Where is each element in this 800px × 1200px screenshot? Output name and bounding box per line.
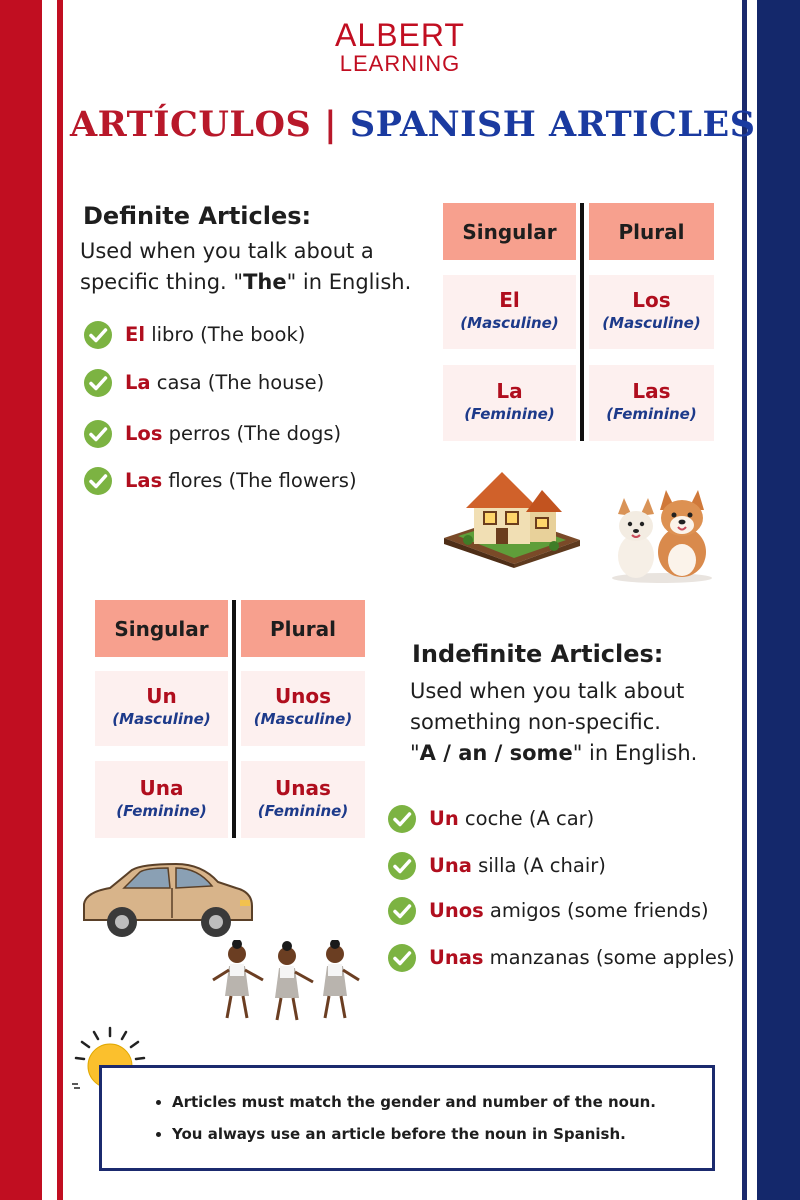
gender-label: (Masculine) <box>460 314 559 332</box>
indefinite-description <box>410 676 730 769</box>
definite-desc-line-2 <box>80 267 430 298</box>
dogs-illustration <box>608 490 716 584</box>
article-word: Las <box>632 379 671 403</box>
gender-label: (Feminine) <box>464 405 555 423</box>
notes-list <box>102 1068 712 1150</box>
definite-desc-line-1: Used when you talk about a <box>80 239 374 263</box>
table-cell <box>589 365 714 441</box>
table-cell <box>589 275 714 349</box>
check-circle-icon <box>387 896 417 926</box>
definite-description <box>80 236 430 298</box>
table-divider <box>580 203 584 441</box>
definite-desc-post: " in English. <box>286 270 412 294</box>
right-blue-band <box>757 0 800 1200</box>
example-article: Unas <box>429 946 484 969</box>
example-article: Los <box>125 422 163 445</box>
gender-label: (Masculine) <box>253 710 353 728</box>
example-text: casa (The house) <box>150 371 325 394</box>
check-circle-icon <box>83 320 113 350</box>
check-circle-icon <box>83 419 113 449</box>
definite-desc-bold: The <box>243 270 287 294</box>
check-circle-icon <box>83 466 113 496</box>
table-header-plural: Plural <box>241 600 365 657</box>
albert-learning-logo <box>300 18 500 76</box>
table-cell <box>241 761 365 838</box>
article-word: La <box>496 379 523 403</box>
gender-label: (Feminine) <box>116 802 207 820</box>
notes-box <box>99 1065 715 1171</box>
check-circle-icon <box>387 804 417 834</box>
example-text: manzanas (some apples) <box>483 946 735 969</box>
article-word: Los <box>632 288 671 312</box>
article-word: Unos <box>274 684 332 708</box>
example-text: coche (A car) <box>458 807 595 830</box>
definite-desc-pre: specific thing. " <box>80 270 244 294</box>
left-red-line <box>57 0 63 1200</box>
example-article: El <box>125 323 146 346</box>
indefinite-desc-line-3 <box>410 738 730 769</box>
children-illustration <box>205 940 365 1026</box>
logo-line-1: ALBERT <box>335 17 465 53</box>
gender-label: (Feminine) <box>606 405 697 423</box>
table-cell <box>95 671 228 746</box>
car-illustration <box>80 860 256 942</box>
table-divider <box>232 600 236 838</box>
note-item: • Articles must match the gender and number of the noun. <box>172 1086 712 1118</box>
example-article: Las <box>125 469 163 492</box>
title-separator: | <box>323 104 338 145</box>
logo-line-2: LEARNING <box>339 51 461 76</box>
indefinite-desc-line-1: Used when you talk about <box>410 679 685 703</box>
example-text: flores (The flowers) <box>162 469 357 492</box>
table-header-singular: Singular <box>95 600 228 657</box>
page-title <box>70 104 756 145</box>
note-item: • You always use an article before the noun in Spanish. <box>172 1118 712 1150</box>
check-circle-icon <box>83 368 113 398</box>
article-word: Una <box>139 776 184 800</box>
indefinite-heading: Indefinite Articles: <box>412 640 664 668</box>
gender-label: (Masculine) <box>602 314 701 332</box>
table-cell <box>443 275 576 349</box>
gender-label: (Masculine) <box>112 710 211 728</box>
right-blue-line <box>742 0 747 1200</box>
article-word: Unas <box>275 776 331 800</box>
left-red-band <box>0 0 42 1200</box>
title-english: SPANISH ARTICLES <box>349 104 756 145</box>
definite-heading: Definite Articles: <box>83 202 312 230</box>
table-header-plural: Plural <box>589 203 714 260</box>
indefinite-desc-bold: A / an / some <box>419 741 573 765</box>
example-article: Una <box>429 854 472 877</box>
example-article: La <box>125 371 151 394</box>
table-cell <box>443 365 576 441</box>
check-circle-icon <box>387 943 417 973</box>
indefinite-desc-pre: " <box>410 741 420 765</box>
example-text: amigos (some friends) <box>483 899 709 922</box>
example-article: Un <box>429 807 459 830</box>
title-spanish: ARTÍCULOS <box>70 104 312 145</box>
article-word: Un <box>146 684 177 708</box>
indefinite-desc-line-2: something non-specific. <box>410 710 661 734</box>
example-article: Unos <box>429 899 484 922</box>
example-text: perros (The dogs) <box>162 422 342 445</box>
indefinite-desc-post: " in English. <box>572 741 698 765</box>
table-cell <box>95 761 228 838</box>
article-word: El <box>499 288 520 312</box>
gender-label: (Feminine) <box>257 802 349 820</box>
house-illustration <box>438 460 584 568</box>
example-text: silla (A chair) <box>471 854 606 877</box>
table-cell <box>241 671 365 746</box>
check-circle-icon <box>387 851 417 881</box>
table-header-singular: Singular <box>443 203 576 260</box>
example-text: libro (The book) <box>145 323 306 346</box>
